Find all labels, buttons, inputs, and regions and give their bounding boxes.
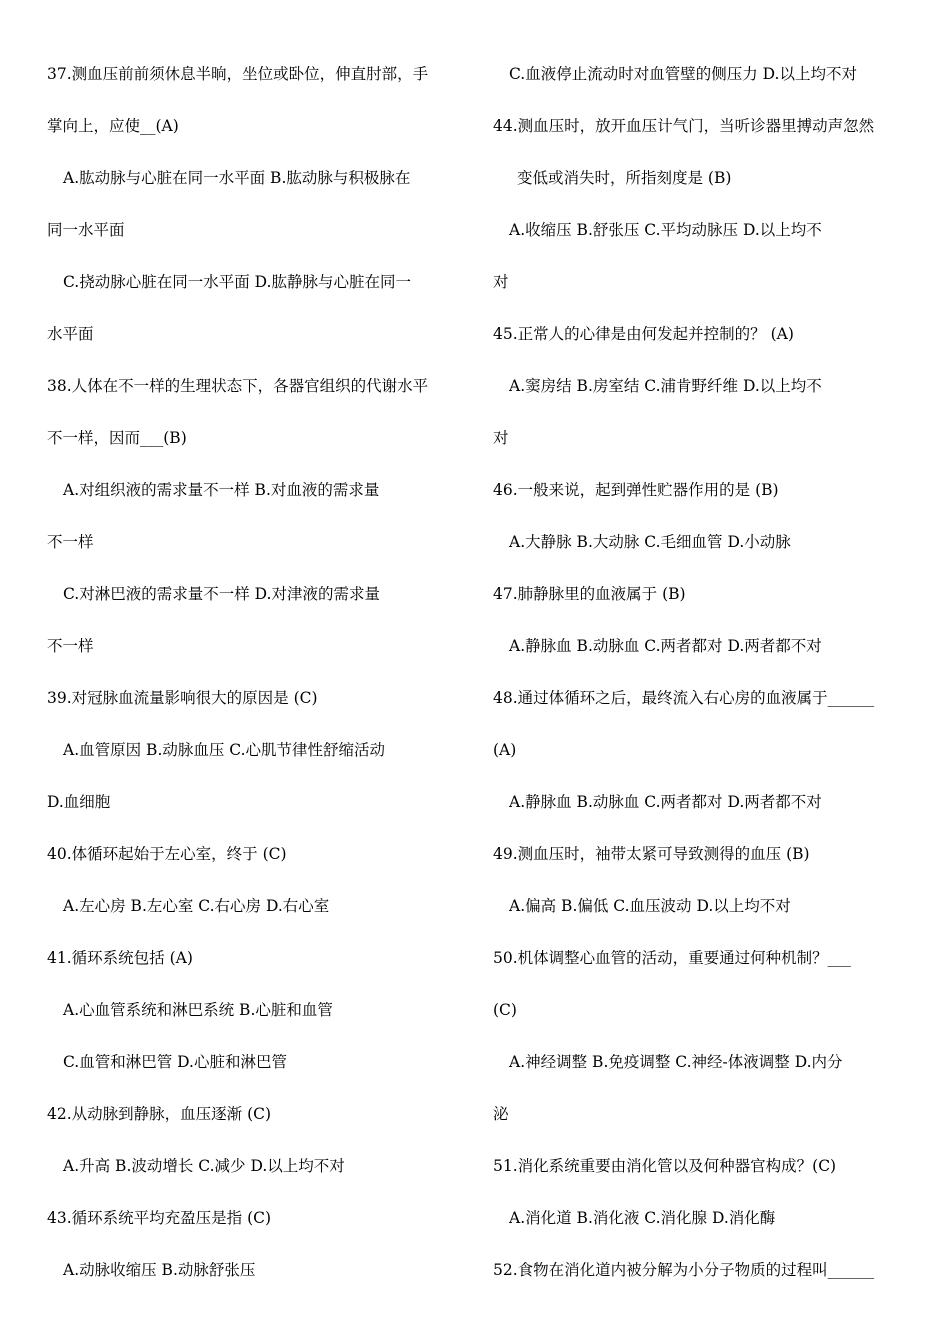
answer-options: C.挠动脉心脏在同一水平面 D.肱静脉与心脏在同一	[63, 273, 411, 291]
answer-options: A.血管原因 B.动脉血压 C.心肌节律性舒缩活动	[63, 741, 386, 759]
text-line: 46.一般来说，起到弹性贮器作用的是 (B)	[493, 481, 779, 499]
text-line: 51.消化系统重要由消化管以及何种器官构成？(C)	[493, 1157, 837, 1175]
text-line: 39.对冠脉血流量影响很大的原因是 (C)	[47, 689, 318, 707]
text-line: 泌	[493, 1105, 509, 1123]
answer-options: A.静脉血 B.动脉血 C.两者都对 D.两者都不对	[509, 637, 822, 655]
text-line: 变低或消失时，所指刻度是 (B)	[517, 169, 732, 187]
text-line: (A)	[493, 741, 517, 759]
answer-options: C.对淋巴液的需求量不一样 D.对津液的需求量	[63, 585, 380, 603]
answer-options: A.静脉血 B.动脉血 C.两者都对 D.两者都不对	[509, 793, 822, 811]
answer-options: A.神经调整 B.免疫调整 C.神经-体液调整 D.内分	[509, 1053, 843, 1071]
text-line: 49.测血压时，袖带太紧可导致测得的血压 (B)	[493, 845, 810, 863]
text-line: 不一样	[47, 533, 94, 551]
answer-options: C.血液停止流动时对血管壁的侧压力 D.以上均不对	[509, 65, 857, 83]
text-line: 50.机体调整心血管的活动，重要通过何种机制？___	[493, 949, 851, 967]
answer-options: C.血管和淋巴管 D.心脏和淋巴管	[63, 1053, 287, 1071]
text-line: 对	[493, 429, 509, 447]
text-line: 37.测血压前前须休息半晌，坐位或卧位，伸直肘部，手	[47, 65, 429, 83]
text-line: 43.循环系统平均充盈压是指 (C)	[47, 1209, 272, 1227]
text-line: 40.体循环起始于左心室，终于 (C)	[47, 845, 287, 863]
text-line: (C)	[493, 1001, 517, 1019]
text-line: 42.从动脉到静脉，血压逐渐 (C)	[47, 1105, 272, 1123]
answer-options: A.偏高 B.偏低 C.血压波动 D.以上均不对	[509, 897, 791, 915]
answer-options: A.大静脉 B.大动脉 C.毛细血管 D.小动脉	[509, 533, 791, 551]
answer-options: A.升高 B.波动增长 C.减少 D.以上均不对	[63, 1157, 345, 1175]
answer-options: A.动脉收缩压 B.动脉舒张压	[63, 1261, 256, 1279]
text-line: D.血细胞	[47, 793, 111, 811]
answer-options: A.对组织液的需求量不一样 B.对血液的需求量	[63, 481, 380, 499]
answer-options: A.左心房 B.左心室 C.右心房 D.右心室	[63, 897, 330, 915]
text-line: 52.食物在消化道内被分解为小分子物质的过程叫______	[493, 1261, 875, 1279]
left-column	[47, 48, 462, 1296]
text-line: 水平面	[47, 325, 94, 343]
answer-options: A.收缩压 B.舒张压 C.平均动脉压 D.以上均不	[509, 221, 822, 239]
text-line: 45.正常人的心律是由何发起并控制的？ (A)	[493, 325, 794, 343]
text-line: 47.肺静脉里的血液属于 (B)	[493, 585, 686, 603]
text-line: 不一样	[47, 637, 94, 655]
text-line: 对	[493, 273, 509, 291]
answer-options: A.消化道 B.消化液 C.消化腺 D.消化酶	[509, 1209, 776, 1227]
text-line: 同一水平面	[47, 221, 125, 239]
answer-options: A.窦房结 B.房室结 C.浦肯野纤维 D.以上均不	[509, 377, 822, 395]
text-line: 不一样，因而___(B)	[47, 429, 187, 447]
text-line: 38.人体在不一样的生理状态下，各器官组织的代谢水平	[47, 377, 429, 395]
answer-options: A.心血管系统和淋巴系统 B.心脏和血管	[63, 1001, 333, 1019]
text-line: 掌向上，应使__(A)	[47, 117, 179, 135]
right-column	[493, 48, 913, 1296]
text-line: 44.测血压时，放开血压计气门，当听诊器里搏动声忽然	[493, 117, 875, 135]
text-line: 48.通过体循环之后，最终流入右心房的血液属于______	[493, 689, 875, 707]
text-line: 41.循环系统包括 (A)	[47, 949, 193, 967]
answer-options: A.肱动脉与心脏在同一水平面 B.肱动脉与积极脉在	[63, 169, 411, 187]
